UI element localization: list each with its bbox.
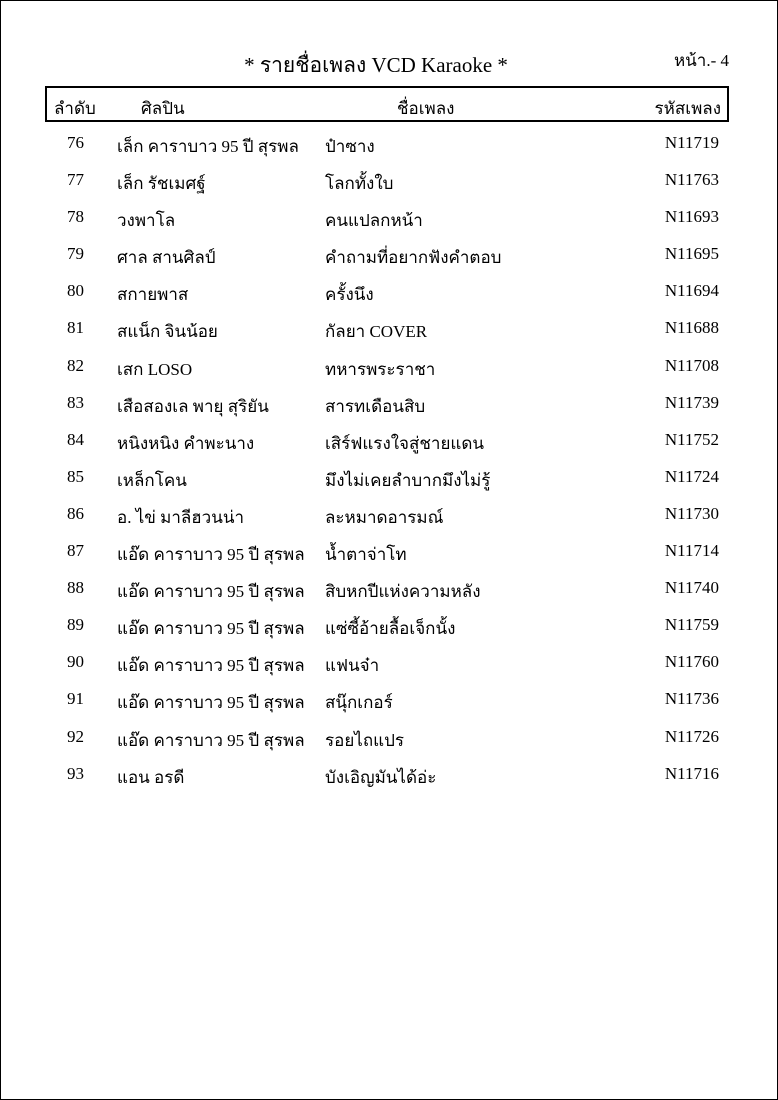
row-song: สิบหกปีแห่งความหลัง [325,582,481,602]
row-code: N11726 [664,726,719,746]
table-row [1,607,777,644]
row-song: ทหารพระราชา [325,359,436,379]
row-number: 84 [67,429,84,449]
row-artist: อ. ไข่ มาลีฮวนน่า [117,507,245,527]
table-row [1,162,777,199]
row-song: สารทเดือนสิบ [325,396,426,416]
row-code: N11759 [664,615,719,635]
row-number: 81 [67,318,84,338]
row-artist: เหล็กโคน [117,470,187,490]
row-artist: ศาล สานศิลป์ [117,248,216,268]
row-song: คำถามที่อยากฟังคำตอบ [325,248,502,268]
row-code: N11714 [664,541,719,561]
table-row [1,125,777,162]
row-code: N11763 [664,170,719,190]
header-code: รหัสเพลง [654,99,721,118]
table-row [1,533,777,570]
row-number: 80 [67,281,84,301]
table-row [1,236,777,273]
row-song: บังเอิญมันได้อ่ะ [325,767,437,787]
row-number: 85 [67,466,84,486]
row-song: สนุ๊กเกอร์ [325,693,393,713]
table-row [1,273,777,310]
row-artist: แอ๊ด คาราบาว 95 ปี สุรพล [117,582,305,602]
row-number: 83 [67,392,84,412]
row-code: N11736 [664,689,719,709]
table-header [45,86,729,122]
row-number: 87 [67,541,84,561]
row-number: 88 [67,578,84,598]
table-row [1,348,777,385]
page-number: หน้า.- 4 [673,51,729,70]
row-code: N11740 [664,578,719,598]
row-song: ป๋าซาง [325,137,375,156]
row-song: คนแปลกหน้า [325,211,423,231]
table-row [1,644,777,681]
table-row [1,422,777,459]
row-code: N11716 [664,763,719,783]
header-number: ลำดับ [54,99,96,118]
table-row [1,496,777,533]
row-number: 91 [67,689,84,709]
row-song: ครั้งนึง [325,285,374,305]
song-list [1,125,777,793]
row-code: N11693 [664,207,719,227]
row-code: N11708 [664,355,719,375]
row-artist: แอ๊ด คาราบาว 95 ปี สุรพล [117,619,305,639]
table-row [1,310,777,347]
header-song: ชื่อเพลง [397,99,455,118]
row-number: 79 [67,244,84,264]
row-artist: แอ๊ด คาราบาว 95 ปี สุรพล [117,545,305,565]
table-row [1,756,777,793]
row-song: แซ่ซี้อ้ายลื้อเจ็กนั้ง [325,619,456,639]
row-song: กัลยา COVER [325,322,428,342]
table-row [1,459,777,496]
row-song: มึงไม่เคยลำบากมึงไม่รู้ [325,470,491,490]
row-code: N11752 [664,429,719,449]
row-artist: แอ๊ด คาราบาว 95 ปี สุรพล [117,730,305,750]
row-song: รอยไถแปร [325,730,405,750]
row-song: น้ำตาจ่าโท [325,545,407,565]
table-row [1,681,777,718]
row-song: แฟนจ๋า [325,656,380,676]
row-artist: เล็ก คาราบาว 95 ปี สุรพล [117,137,299,156]
table-row [1,719,777,756]
row-number: 86 [67,503,84,523]
row-code: N11695 [664,244,719,264]
row-code: N11730 [664,503,719,523]
row-song: โลกทั้งใบ [325,174,394,194]
row-code: N11760 [664,652,719,672]
row-code: N11719 [664,133,719,152]
table-row [1,199,777,236]
row-artist: สแน็ก จินน้อย [117,322,218,342]
row-artist: เสือสองเล พายุ สุริยัน [117,396,269,416]
row-code: N11739 [664,392,719,412]
row-artist: วงพาโล [117,211,176,231]
row-number: 76 [67,133,84,152]
row-artist: เสก LOSO [117,359,193,379]
row-song: เสิร์ฟแรงใจสู่ชายแดน [325,433,485,453]
row-artist: หนิงหนิง คำพะนาง [117,433,255,453]
row-number: 82 [67,355,84,375]
row-song: ละหมาดอารมณ์ [325,507,444,527]
row-artist: แอ๊ด คาราบาว 95 ปี สุรพล [117,656,305,676]
row-number: 77 [67,170,84,190]
row-number: 92 [67,726,84,746]
row-artist: แอ๊ด คาราบาว 95 ปี สุรพล [117,693,305,713]
row-number: 89 [67,615,84,635]
row-number: 93 [67,763,84,783]
row-code: N11694 [664,281,719,301]
row-artist: แอน อรดี [117,767,185,787]
row-artist: สกายพาส [117,285,189,305]
row-number: 78 [67,207,84,227]
table-row [1,385,777,422]
row-code: N11724 [664,466,719,486]
table-row [1,570,777,607]
row-number: 90 [67,652,84,672]
header-artist: ศิลปิน [141,99,185,118]
page-title: * รายชื่อเพลง VCD Karaoke * [244,53,508,77]
row-artist: เล็ก รัชเมศฐ์ [117,174,206,194]
row-code: N11688 [664,318,719,338]
